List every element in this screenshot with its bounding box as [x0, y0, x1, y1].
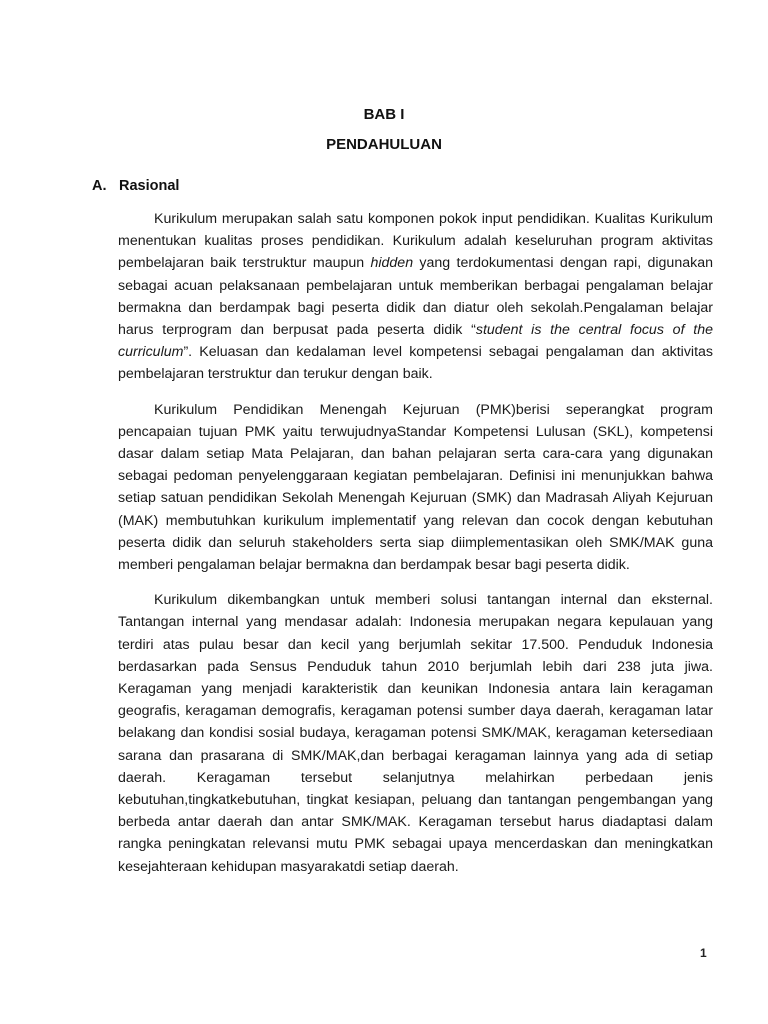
section-title: Rasional: [119, 178, 180, 194]
chapter-title: PENDAHULUAN: [326, 136, 442, 153]
paragraph-1-emphasis-1: hidden: [370, 255, 414, 272]
chapter-heading: BAB I: [363, 106, 405, 123]
section-letter: A.: [92, 178, 107, 194]
paragraph-2: Kurikulum Pendidikan Menengah Kejuruan (PMK)berisi seperangkat program pencapaian tujuan PMK yaitu terwujudnyaStandar Kompetensi Lulusan (SKL), kompetensi dasar dalam setiap Mata Pelajaran, dan bahan pelajaran serta cara-cara yang digunakan sebagai pedoman penyelenggaraan kegiatan pembelajaran. Definisi ini menunjukkan bahwa setiap satuan pendidikan Sekolah Menengah Kejuruan (SMK) dan Madrasah Aliyah Kejuruan (MAK) membutuhkan kurikulum implementatif yang relevan dan cocok dengan kebutuhan peserta didik dan seluruh stakeholders serta siap diimplementasikan oleh SMK/MAK guna memberi pengalaman belajar bermakna dan berdampak besar bagi peserta didik.: [118, 401, 713, 574]
body-text: [118, 208, 713, 891]
paragraph-1-part-1: Kurikulum merupakan salah satu komponen pokok input pendidikan. Kualitas Kurikulum menentukan kualitas proses pendidikan. Kurikulum adalah keseluruhan program aktivitas pembelajaran baik terstruktur maupun: [118, 211, 713, 272]
paragraph-1-part-2: yang terdokumentasi dengan rapi, digunakan sebagai acuan pelaksanaan pembelajaran untuk memberikan berbagai pengalaman belajar bermakna dan berdampak bagi peserta didik dan diatur oleh sekolah.Pengalaman belajar harus terprogram dan berpusat pada peserta didik “: [118, 255, 713, 339]
paragraph-1-part-3: ”. Keluasan dan kedalaman level kompetensi sebagai pengalaman dan aktivitas pembelajaran terstruktur dan terukur dengan baik.: [118, 344, 713, 383]
paragraph-1: [118, 208, 713, 386]
section-heading: [92, 178, 179, 194]
paragraph-3: Kurikulum dikembangkan untuk memberi solusi tantangan internal dan eksternal. Tantangan internal yang mendasar adalah: Indonesia merupakan negara kepulauan yang terdiri atas pulau besar dan kecil yang berjumlah sekitar 17.500. Penduduk Indonesia berdasarkan pada Sensus Penduduk tahun 2010 berjumlah lebih dari 238 juta jiwa. Keragaman yang menjadi karakteristik dan keunikan Indonesia antara lain keragaman geografis, keragaman demografis, keragaman potensi sumber daya daerah, keragaman latar belakang dan kondisi sosial budaya, keragaman potensi SMK/MAK, keragaman ketersediaan sarana dan prasarana di SMK/MAK,dan berbagai keragaman lainnya yang ada di setiap daerah. Keragaman tersebut selanjutnya melahirkan perbedaan jenis kebutuhan,tingkatkebutuhan, tingkat kesiapan, peluang dan tantangan pengembangan yang berbeda antar daerah dan antar SMK/MAK. Keragaman tersebut harus diadaptasi dalam rangka peningkatan relevansi mutu PMK sebagai upaya mencerdaskan dan meningkatkan kesejahteraan kehidupan masyarakatdi setiap daerah.: [118, 592, 713, 875]
page-number: 1: [700, 946, 707, 960]
paragraph-1-emphasis-2: student is the central focus of the curriculum: [118, 322, 713, 361]
